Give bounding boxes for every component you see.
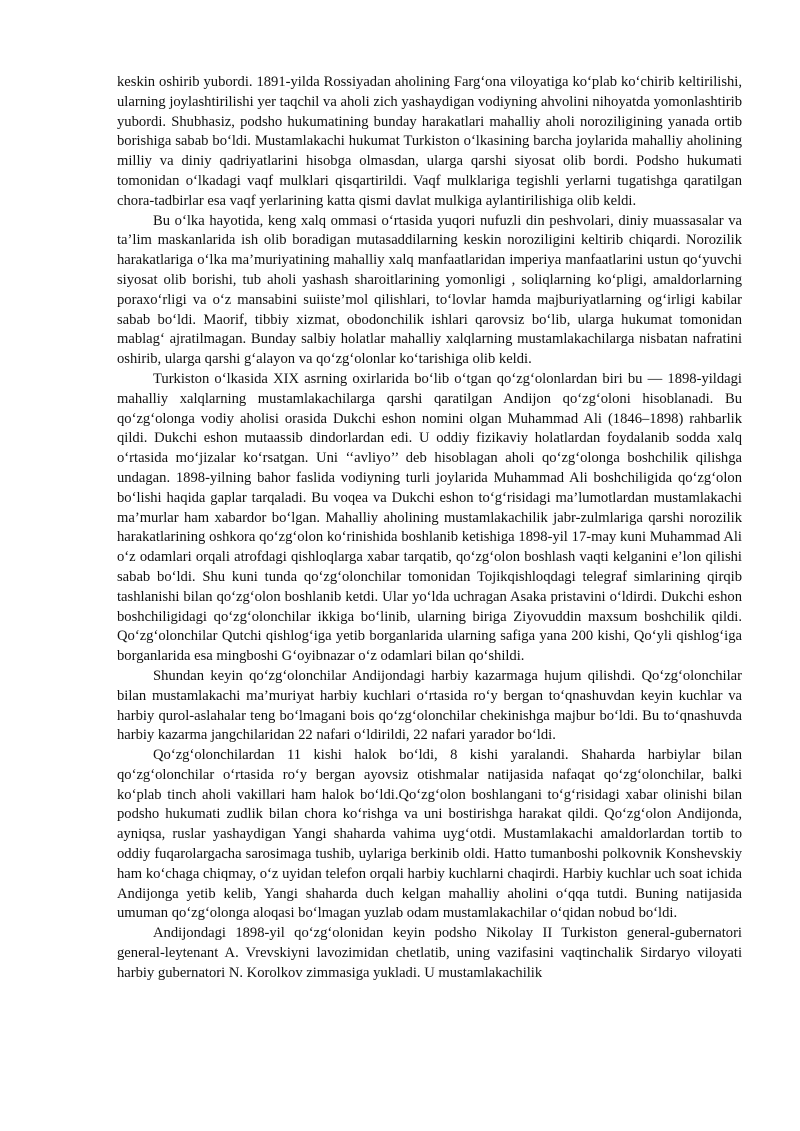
paragraph-1: keskin oshirib yubordi. 1891-yilda Rossiyadan aholining Farg‘ona viloyatiga ko‘plab ko‘chirib keltirilishi, ularning joylashtirilishi yer taqchil va aholi zich yashaydigan vodiyning ahvolini nihoyatda yomonlashtirib yubordi. Shubhasiz, podsho hukumatining bunday harakatlari mahalliy aholi noroziligining yanada ortib borishiga sabab bo‘ldi. Mustamlakachi hukumat Turkiston o‘lkasining barcha joylarida mahalliy aholining milliy va diniy qadriyatlarini hisobga olmasdan, ularga qarshi siyosat olib bordi. Podsho hukumati tomonidan o‘lkadagi vaqf mulklari qisqartirildi. Vaqf mulklariga tegishli yerlarni tugatishga qaratilgan chora-tadbirlar esa vaqf yerlarining katta qismi davlat mulkiga aylantirilishiga olib keldi. [117, 74, 742, 209]
paragraph-6: Andijondagi 1898-yil qo‘zg‘olonidan keyin podsho Nikolay II Turkiston general-gubernatori general-leytenant A. Vrevskiyni lavozimidan chetlatib, uning vazifasini vaqtinchalik Sirdaryo viloyati harbiy gubernatori N. Korolkov zimmasiga yukladi. U mustamlakachilik [117, 925, 742, 981]
paragraph-5: Qo‘zg‘olonchilardan 11 kishi halok bo‘ldi, 8 kishi yaralandi. Shaharda harbiylar bilan qo‘zg‘olonchilar o‘rtasida ro‘y bergan ayovsiz otishmalar natijasida nafaqat qo‘zg‘olonchilar, balki ko‘plab tinch aholi vakillari ham halok bo‘ldi.Qo‘zg‘olon boshlangani to‘g‘risidagi xabar olinishi bilan podsho hukumati zudlik bilan chora ko‘rishga va uni bostirishga harakat qildi. Qo‘zg‘olon Andijonda, ayniqsa, ruslar yashaydigan Yangi shaharda vahima uyg‘otdi. Mustamlakachi amaldorlardan tortib to oddiy fuqarolargacha sarosimaga tushib, uylariga berkinib oldi. Hatto tumanboshi polkovnik Konshevskiy ham ko‘chaga chiqmay, o‘z uyidan telefon orqali harbiy kuchlarni chaqirdi. Harbiy kuchlar uch soat ichida Andijonga yetib kelib, Yangi shaharda duch kelgan mahalliy aholini o‘qqa tutdi. Buning natijasida umuman qo‘zg‘olonga aloqasi bo‘lmagan yuzlab odam mustamlakachilar o‘qidan nobud bo‘ldi. [117, 747, 742, 922]
paragraph-2: Bu o‘lka hayotida, keng xalq ommasi o‘rtasida yuqori nufuzli din peshvolari, diniy muassasalar va ta’lim maskanlarida ish olib boradigan mutasaddilarning keskin noroziligini keltirib chiqardi. Norozilik harakatlariga o‘lka ma’muriyatining mahalliy xalq manfaatlaridan imperiya manfaatlarini ustun qo‘yuvchi siyosat olib borishi, tub aholi yashash sharoitlarining yomonligi , soliqlarning ko‘pligi, amaldorlarning poraxo‘rligi va o‘z mansabini suiiste’mol qilishlari, to‘lovlar hamda majburiyatlarning og‘irligi kabilar sabab bo‘ldi. Maorif, tibbiy xizmat, obodonchilik ishlari qarovsiz bo‘lib, ularga hukumat tomonidan mablag‘ ajratilmagan. Bunday salbiy holatlar mahalliy xalqlarning mustamlakachilarga nisbatan nafratini oshirib, ularga qarshi g‘alayon va qo‘zg‘olonlar ko‘tarishiga olib keldi. [117, 212, 742, 368]
paragraph-3: Turkiston o‘lkasida XIX asrning oxirlarida bo‘lib o‘tgan qo‘zg‘olonlardan biri bu — 1898-yildagi mahalliy xalqlarning mustamlakachilarga qarshi qaratilgan Andijon qo‘zg‘oloni hisoblanadi. Bu qo‘zg‘olonga vodiy aholisi orasida Dukchi eshon nomini olgan Muhammad Ali (1846–1898) rahbarlik qildi. Dukchi eshon mutaassib dindorlardan edi. U oddiy fizikaviy holatlardan foydalanib sodda xalq o‘rtasida mo‘jizalar ko‘rsatgan. Uni ‘‘avliyo’’ deb hisoblagan aholi qo‘zg‘olonga boshchilik qilishga undagan. 1898-yilning bahor faslida vodiyning turli joylarida Muhammad Ali boshchiligida qo‘zg‘olon bo‘lishi haqida gaplar tarqaladi. Bu voqea va Dukchi eshon to‘g‘risidagi ma’lumotlardan mustamlakachi ma’murlar ham xabardor bo‘lgan. Mahalliy aholining mustamlakachilik jabr-zulmlariga qarshi norozilik harakatlarining oshkora qo‘zg‘olon ko‘rinishida boshlanib ketishiga 1898-yil 17-may kuni Muhammad Ali o‘z odamlari orqali atrofdagi qishloqlarga xabar tarqatib, qo‘zg‘olon boshlash vaqti kelganini e’lon qilishi sabab bo‘ldi. Shu kuni tunda qo‘zg‘olonchilar tomonidan Tojikqishloqdagi telegraf simlarining qirqib tashlanishi bilan qo‘zg‘olon boshlanib ketdi. Ular yo‘lda uchragan Asaka pristavini o‘ldirdi. Dukchi eshon boshchiligidagi qo‘zg‘olonchilar ikkiga bo‘linib, ularning biriga Ziyovuddin maxsum boshchilik qildi. Qo‘zg‘olonchilar Qutchi qishlog‘iga yetib borganlarida ularning safiga yana 200 kishi, Qo‘yli qishlog‘iga borganlarida esa mingboshi G‘oyibnazar o‘z odamlari bilan qo‘shildi. [117, 370, 742, 665]
document-page [117, 73, 742, 984]
paragraph-4: Shundan keyin qo‘zg‘olonchilar Andijondagi harbiy kazarmaga hujum qilishdi. Qo‘zg‘olonchilar bilan mustamlakachi ma’muriyat harbiy kuchlari o‘rtasida ro‘y bergan to‘qnashuvdan keyin kuchlar va harbiy qurol-aslahalar teng bo‘lmagani bois qo‘zg‘olonchilar chekinishga majbur bo‘ldi. Bu to‘qnashuvda harbiy kazarma jangchilaridan 22 nafari o‘ldirildi, 22 nafari yarador bo‘ldi. [117, 667, 742, 744]
